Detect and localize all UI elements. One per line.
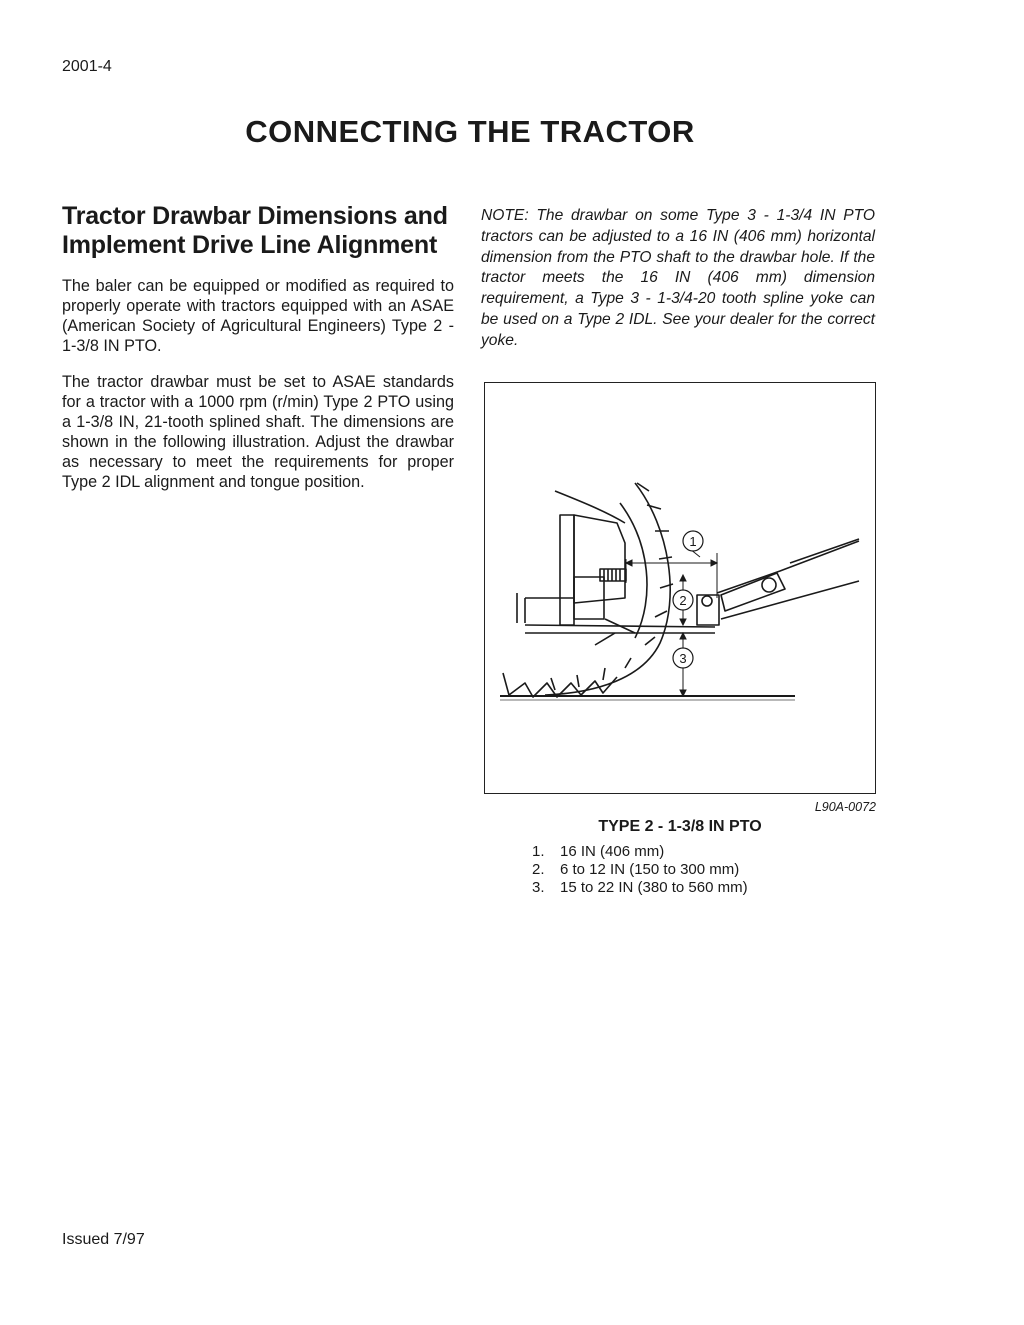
- rear-housing: [560, 515, 574, 625]
- dimension-1-arrow-right: [711, 560, 717, 566]
- page-title: CONNECTING THE TRACTOR: [245, 114, 695, 149]
- figure-caption: TYPE 2 - 1-3/8 IN PTO: [598, 818, 762, 835]
- legend-item-number: 2.: [532, 861, 545, 878]
- legend-item-text: 16 IN (406 mm): [560, 843, 665, 860]
- fender-plate: [574, 515, 625, 603]
- section-heading-line2: Implement Drive Line Alignment: [62, 231, 438, 259]
- drawbar-support: [595, 619, 635, 645]
- left-column: [62, 202, 454, 508]
- callout-3-label: 3: [679, 651, 687, 666]
- legend-item: [532, 879, 748, 897]
- figure-id: L90A-0072: [814, 800, 876, 814]
- section-heading-line1: Tractor Drawbar Dimensions and: [62, 202, 448, 230]
- section-heading: [62, 202, 454, 260]
- paragraph-drawbar-standards: The tractor drawbar must be set to ASAE standards for a tractor with a 1000 rpm (r/min) Type 2 PTO using a 1-3/8 IN, 21-tooth splined shaft. The dimensions are shown in the following illustration. Adjust the drawbar as necessary to meet the requirements for proper Type 2 IDL alignment and tongue position.: [62, 373, 454, 491]
- legend-item-text: 15 to 22 IN (380 to 560 mm): [560, 879, 748, 896]
- dimension-2-arrow-bottom: [680, 619, 686, 625]
- note-type3-drawbar: NOTE: The drawbar on some Type 3 - 1-3/4 IN PTO tractors can be adjusted to a 16 IN (406 mm) horizontal dimension from the PTO shaft to the drawbar hole. If the tractor meets the 16 IN (406 mm) dimension requirement, a Type 3 - 1-3/4-20 tooth spline yoke can be used on a Type 2 IDL. See your dealer for the correct yoke.: [481, 207, 875, 349]
- implement-tongue: [717, 541, 859, 593]
- drawbar-illustration: [484, 382, 876, 794]
- callout-1-label: 1: [689, 534, 697, 549]
- housing-step: [517, 593, 574, 623]
- drawbar-clevis: [697, 595, 719, 625]
- legend-item-text: 6 to 12 IN (150 to 300 mm): [560, 861, 740, 878]
- legend-item: [532, 843, 748, 861]
- issued-date: Issued 7/97: [62, 1231, 145, 1248]
- legend-item-number: 3.: [532, 879, 545, 896]
- dimension-1-arrow-left: [626, 560, 632, 566]
- legend-item: [532, 861, 748, 879]
- dimension-2-arrow-top: [680, 575, 686, 581]
- lower-housing: [574, 577, 604, 619]
- tractor-drawbar-diagram: [485, 383, 875, 793]
- page-number: 2001-4: [62, 58, 112, 75]
- pto-splines: [604, 569, 620, 581]
- dimension-3-arrow-top: [680, 633, 686, 639]
- tire-tread-left: [503, 673, 617, 697]
- tongue-hitch-plate: [721, 573, 785, 611]
- paragraph-asae-pto: The baler can be equipped or modified as required to properly operate with tractors equipped with an ASAE (American Society of Agricultural Engineers) Type 2 - 1-3/8 IN PTO.: [62, 277, 454, 355]
- callout-2-label: 2: [679, 593, 687, 608]
- tongue-line: [790, 539, 859, 563]
- dimension-legend: [532, 843, 748, 897]
- legend-item-number: 1.: [532, 843, 545, 860]
- hitch-pin: [702, 596, 712, 606]
- tongue-hole: [762, 578, 776, 592]
